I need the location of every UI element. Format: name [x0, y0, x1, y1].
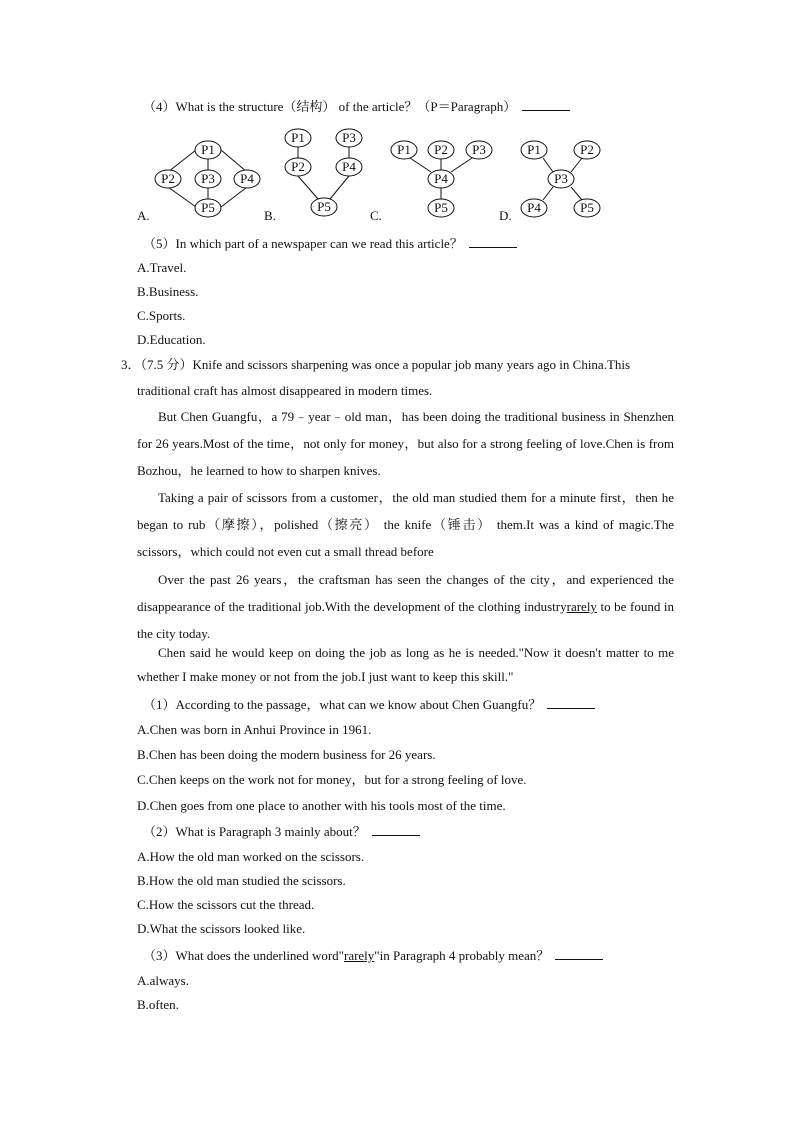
node-label: P4: [342, 159, 356, 174]
node-label: P1: [397, 142, 411, 157]
q3-intro-line2: traditional craft has almost disappeared in modern times.: [137, 383, 433, 398]
q5-option-d[interactable]: D.Education.: [137, 332, 206, 347]
q3-1-option-a[interactable]: A.Chen was born in Anhui Province in 1961.: [137, 722, 372, 737]
node-label: P3: [554, 171, 568, 186]
passage-paragraph-4: Chen said he would keep on doing the job as long as he is needed."Now it doesn't matter to me whether I make money or not from the job.I just want to keep this skill.": [137, 645, 674, 684]
node-label: P3: [472, 142, 486, 157]
node-label: P5: [201, 200, 215, 215]
node-label: P1: [201, 142, 215, 157]
q5-stem: （5）In which part of a newspaper can we read this article？: [143, 235, 517, 252]
passage-paragraph-3: Over the past 26 years，the craftsman has seen the changes of the city，and experienced the disappearance of the traditional job.With the development of the clothing industryrarely to be found in the city today.: [137, 572, 674, 641]
answer-blank[interactable]: [372, 823, 420, 836]
passage-paragraph-2: Taking a pair of scissors from a customer，the old man studied them for a minute first，then he began to rub（摩擦），polished（擦亮） the knife（锤击） them.It was a kind of magic.The scissors，which could not even cut a small thread before: [137, 490, 674, 559]
node-label: P2: [291, 159, 305, 174]
q3-intro-line1: 3．（7.5 分）Knife and scissors sharpening was once a popular job many years ago in China.This: [121, 357, 631, 372]
q3-1-option-d[interactable]: D.Chen goes from one place to another with his tools most of the time.: [137, 798, 506, 813]
q3-3-option-a[interactable]: A.always.: [137, 973, 189, 988]
q4-stem: （4）What is the structure（结构） of the article？（P＝Paragraph）: [143, 98, 570, 115]
choice-d-label: D.: [499, 208, 512, 223]
node-label: P2: [580, 142, 594, 157]
node-label: P4: [434, 171, 448, 186]
node-label: P5: [317, 199, 331, 214]
node-label: P4: [527, 200, 541, 215]
q5-option-a[interactable]: A.Travel.: [137, 260, 187, 275]
answer-blank[interactable]: [469, 235, 517, 248]
underlined-word: rarely: [566, 599, 597, 614]
node-label: P2: [161, 171, 175, 186]
choice-c-label: C.: [370, 208, 382, 223]
q3-1-option-c[interactable]: C.Chen keeps on the work not for money，but for a strong feeling of love.: [137, 772, 527, 787]
choice-b-label: B.: [264, 208, 276, 223]
structure-diagrams: [0, 0, 794, 230]
answer-blank[interactable]: [555, 947, 603, 960]
node-label: P3: [342, 130, 356, 145]
answer-blank[interactable]: [547, 696, 595, 709]
node-label: P3: [201, 171, 215, 186]
underlined-word-ref: rarely: [343, 948, 375, 963]
choice-a-label: A.: [137, 208, 150, 223]
q3-2-stem: （2）What is Paragraph 3 mainly about？: [143, 823, 420, 840]
q3-3-stem: （3）What does the underlined word"rarely"in Paragraph 4 probably mean？: [143, 947, 603, 964]
node-label: P1: [291, 130, 305, 145]
node-label: P5: [434, 200, 448, 215]
q3-2-option-b[interactable]: B.How the old man studied the scissors.: [137, 873, 346, 888]
q5-option-b[interactable]: B.Business.: [137, 284, 199, 299]
q3-1-stem: （1）According to the passage，what can we know about Chen Guangfu？: [143, 696, 595, 713]
q3-2-option-a[interactable]: A.How the old man worked on the scissors.: [137, 849, 365, 864]
q3-2-option-c[interactable]: C.How the scissors cut the thread.: [137, 897, 315, 912]
node-label: P1: [527, 142, 541, 157]
q3-1-option-b[interactable]: B.Chen has been doing the modern business for 26 years.: [137, 747, 436, 762]
passage-paragraph-1: But Chen Guangfu，a 79﹣year﹣old man，has been doing the traditional business in Shenzhen for 26 years.Most of the time，not only for money，but also for a strong feeling of love.Chen is from Bozhou，he learned to how to sharpen knives.: [137, 409, 674, 478]
q3-2-option-d[interactable]: D.What the scissors looked like.: [137, 921, 306, 936]
node-label: P5: [580, 200, 594, 215]
q3-3-option-b[interactable]: B.often.: [137, 997, 179, 1012]
node-label: P2: [434, 142, 448, 157]
node-label: P4: [240, 171, 254, 186]
q5-option-c[interactable]: C.Sports.: [137, 308, 186, 323]
